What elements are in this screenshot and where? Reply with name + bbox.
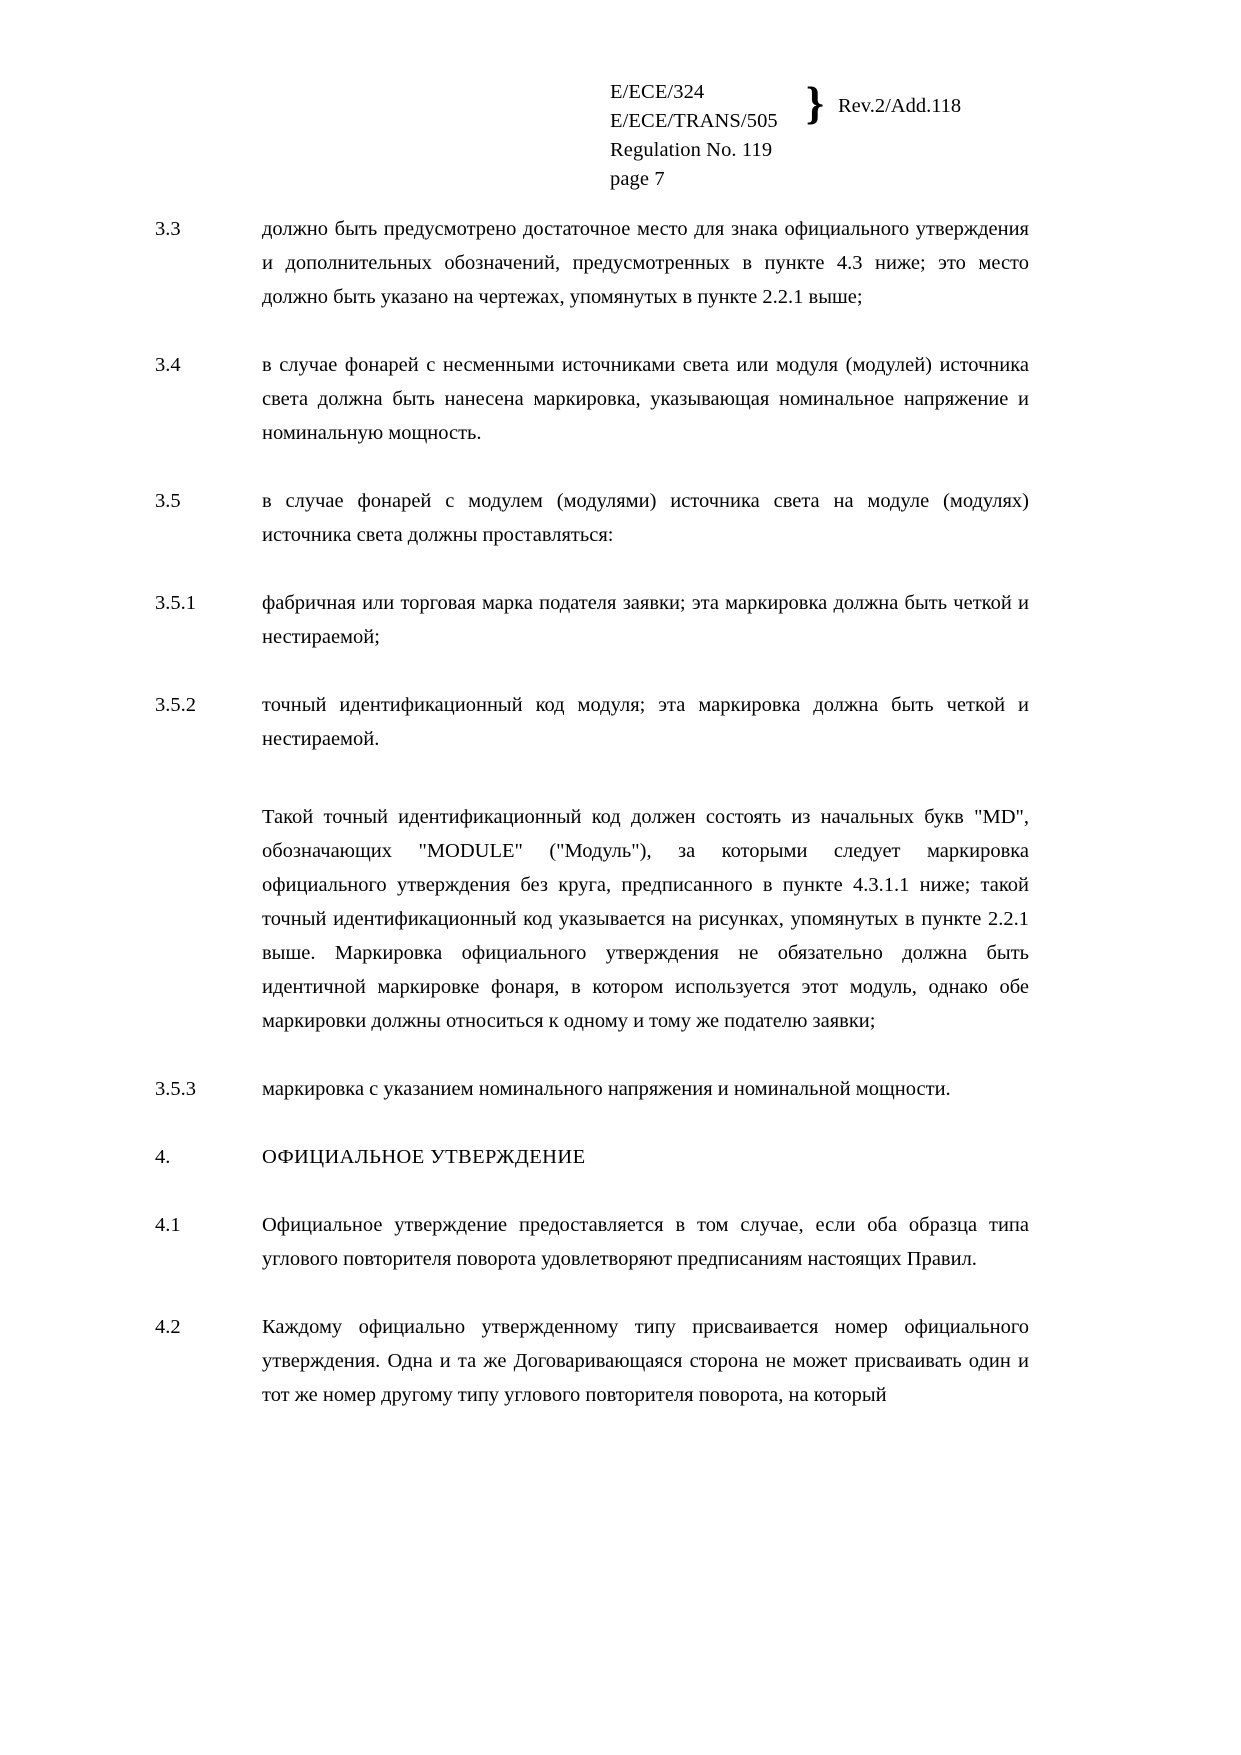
section-number: 3.5.1: [155, 592, 196, 614]
section-text: в случае фонарей с несменными источниками света или модуля (модулей) источника света должна быть нанесена маркировка, указывающая номинальное напряжение и номинальную мощность.: [262, 354, 1029, 444]
section-text: Официальное утверждение предоставляется в том случае, если оба образца типа углового повторителя поворота удовлетворяют предписаниям настоящих Правил.: [262, 1214, 1029, 1270]
section-text: в случае фонарей с модулем (модулями) источника света на модуле (модулях) источника света должны проставляться:: [262, 490, 1029, 546]
section-3-5-2-continuation: [0, 800, 1241, 1038]
document-header: [610, 78, 1130, 194]
section-number: 3.4: [155, 354, 181, 376]
section-4-2: [0, 1310, 1241, 1412]
section-3-5-3: [0, 1072, 1241, 1106]
section-text: должно быть предусмотрено достаточное место для знака официального утверждения и дополнительных обозначений, предусмотренных в пункте 4.3 ниже; это место должно быть указано на чертежах, упомянутых в пункте 2.2.1 выше;: [262, 218, 1029, 308]
section-4-1: [0, 1208, 1241, 1276]
section-3-5-2: [0, 688, 1241, 756]
section-4-heading: [0, 1140, 1241, 1174]
header-code-block: [610, 78, 1130, 194]
section-number: 3.5.3: [155, 1078, 196, 1100]
section-text: маркировка с указанием номинального напряжения и номинальной мощности.: [262, 1078, 951, 1100]
section-text: Такой точный идентификационный код должен состоять из начальных букв "MD", обозначающих "MODULE" ("Модуль"), за которыми следует маркировка официального утверждения без круга, предписанного в пункте 4.3.1.1 ниже; такой точный идентификационный код указывается на рисунках, упомянутых в пункте 2.2.1 выше. Маркировка официального утверждения не обязательно должна быть идентичной маркировке фонаря, в котором используется этот модуль, однако обе маркировки должны относиться к одному и тому же подателю заявки;: [262, 806, 1029, 1032]
section-number: 3.5.2: [155, 694, 196, 716]
header-regulation-line: Regulation No. 119: [610, 139, 773, 161]
section-3-5: [0, 484, 1241, 552]
section-text: фабричная или торговая марка подателя заявки; эта маркировка должна быть четкой и нестираемой;: [262, 592, 1029, 648]
section-text: ОФИЦИАЛЬНОЕ УТВЕРЖДЕНИЕ: [262, 1146, 586, 1168]
section-number: 4.: [155, 1146, 171, 1168]
brace-icon: }: [805, 77, 825, 128]
header-revision: Rev.2/Add.118: [838, 95, 962, 117]
header-page-line: page 7: [610, 168, 665, 190]
header-code-line-1: E/ECE/324: [610, 81, 705, 103]
document-body: [0, 212, 1241, 1440]
section-number: 4.1: [155, 1214, 181, 1236]
section-text: точный идентификационный код модуля; эта маркировка должна быть четкой и нестираемой.: [262, 694, 1029, 750]
header-code-line-2: E/ECE/TRANS/505: [610, 110, 778, 132]
spacer: [0, 784, 1241, 800]
section-number: 3.5: [155, 490, 181, 512]
section-3-4: [0, 348, 1241, 450]
section-text: Каждому официально утвержденному типу присваивается номер официального утверждения. Одна и та же Договаривающаяся сторона не может присваивать один и тот же номер другому типу углового повторителя поворота, на который: [262, 1316, 1029, 1406]
section-3-5-1: [0, 586, 1241, 654]
section-3-3: [0, 212, 1241, 314]
section-number: 3.3: [155, 218, 181, 240]
section-number: 4.2: [155, 1316, 181, 1338]
